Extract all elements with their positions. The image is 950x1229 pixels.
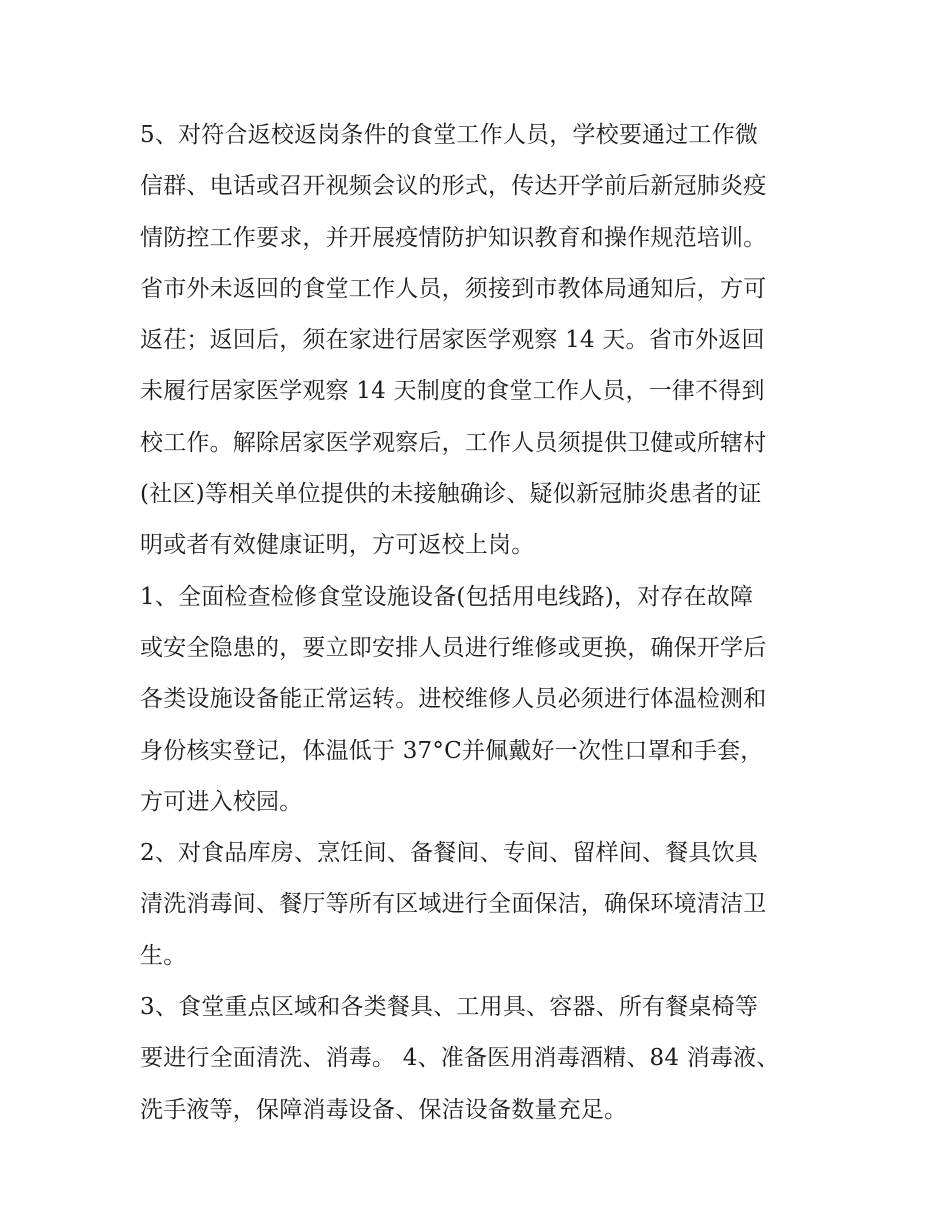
text-line: 未履行居家医学观察 14 天制度的食堂工作人员，一律不得到 [140, 378, 765, 405]
text-line: 2、对食品库房、烹饪间、备餐间、专间、留样间、餐具饮具 [140, 840, 759, 867]
text-line: 洗手液等，保障消毒设备、保洁设备数量充足。 [140, 1096, 628, 1123]
document-body [140, 110, 820, 1136]
text-line: 各类设施设备能正常运转。进校维修人员必须进行体温检测和 [140, 686, 767, 713]
text-line: 明或者有效健康证明，方可返校上岗。 [140, 532, 535, 559]
text-line: 生。 [140, 942, 187, 969]
text-line: 校工作。解除居家医学观察后，工作人员须提供卫健或所辖村 [140, 429, 767, 456]
text-line: 5、对符合返校返岗条件的食堂工作人员，学校要通过工作微 [140, 122, 759, 148]
text-line: 省市外未返回的食堂工作人员，须接到市教体局通知后，方可 [140, 275, 767, 302]
text-line: (社区)等相关单位提供的未接触确诊、疑似新冠肺炎患者的证 [140, 481, 762, 508]
text-line: 方可进入校园。 [140, 788, 303, 815]
text-line: 情防控工作要求，并开展疫情防护知识教育和操作规范培训。 [140, 224, 767, 251]
text-line: 身份核实登记，体温低于 37°C并佩戴好一次性口罩和手套， [140, 737, 764, 764]
text-line: 1、全面检查检修食堂设施设备(包括用电线路)，对存在故障 [140, 583, 754, 610]
text-line: 要进行全面清洗、消毒。 4、准备医用消毒酒精、84 消毒液、 [140, 1045, 780, 1072]
text-line: 3、食堂重点区域和各类餐具、工用具、容器、所有餐桌椅等 [140, 994, 759, 1021]
text-line: 信群、电话或召开视频会议的形式，传达开学前后新冠肺炎疫 [140, 173, 767, 200]
text-line: 返茌；返回后，须在家进行居家医学观察 14 天。省市外返回 [140, 327, 765, 354]
text-line: 或安全隐患的，要立即安排人员进行维修或更换，确保开学后 [140, 634, 767, 661]
text-line: 清洗消毒间、餐厅等所有区域进行全面保洁，确保环境清洁卫 [140, 891, 767, 918]
